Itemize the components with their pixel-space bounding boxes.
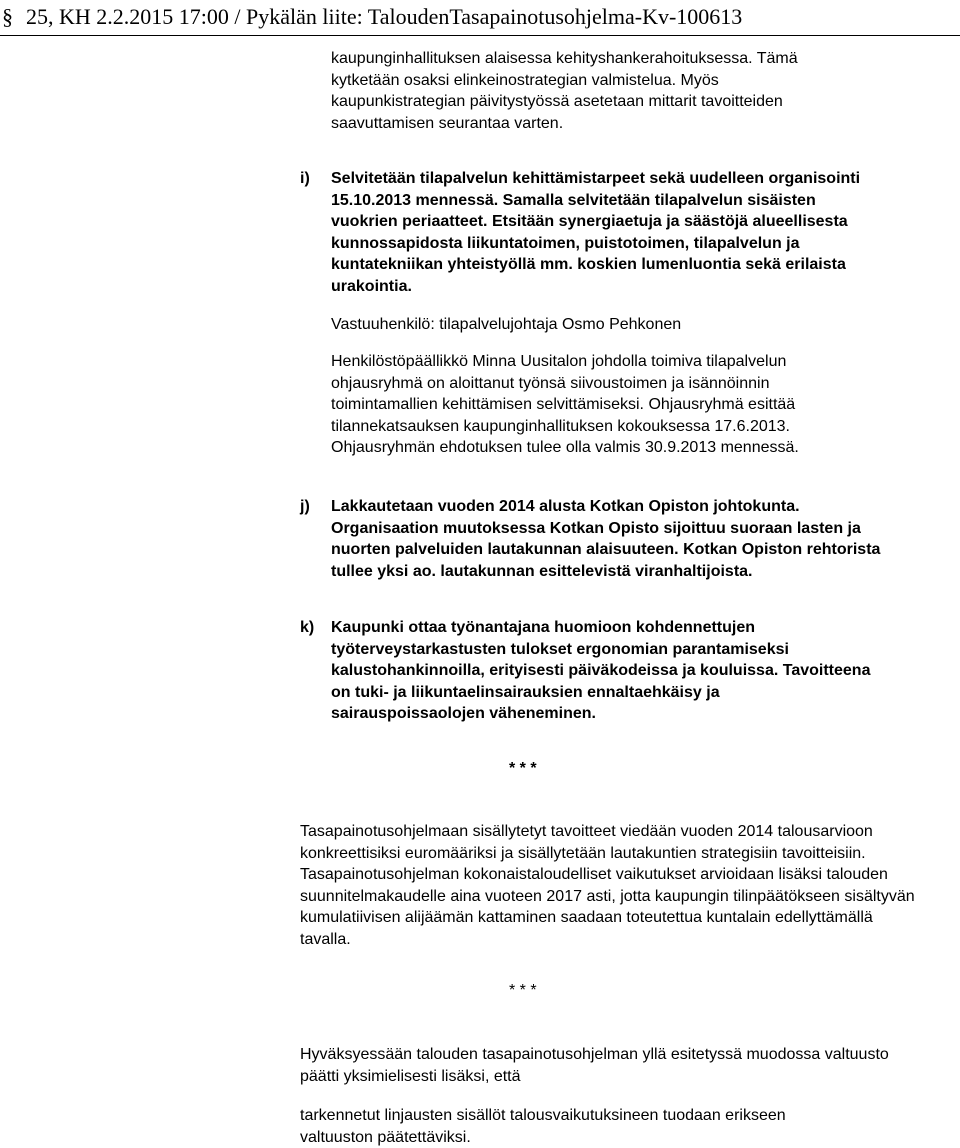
specification-paragraph: tarkennetut linjausten sisällöt talousvaikutuksineen tuodaan erikseen valtuuston päätettäviksi. — [300, 1107, 786, 1146]
page-header — [0, 0, 960, 36]
item-j-label: j) — [300, 498, 310, 515]
approval-paragraph: Hyväksyessään talouden tasapainotusohjelman yllä esitetyssä muodossa valtuusto päätti yksimielisesti lisäksi, että — [300, 1046, 889, 1085]
header-rule — [0, 35, 960, 36]
intro-paragraph: kaupunginhallituksen alaisessa kehityshankerahoituksessa. Tämä kytketään osaksi elinkeinostrategian valmistelua. Myös kaupunkistrategian päivitystyössä asetetaan mittarit tavoitteiden saavuttamisen seurantaa varten. — [331, 50, 798, 132]
separator-stars-1: * * * — [509, 760, 537, 777]
item-i-text: Selvitetään tilapalvelun kehittämistarpeet sekä uudelleen organisointi 15.10.2013 mennessä. Samalla selvitetään tilapalvelun sisäisten vuokrien periaatteet. Etsitään synergiaetuja ja säästöjä alueellisesta kunnossapidosta liikuntatoimen, puistotoimen, tilapalvelun ja kuntatekniikan yhteistyöllä mm. koskien lumenluontia sekä erilaista urakointia. — [331, 170, 861, 295]
budget-paragraph: Tasapainotusohjelmaan sisällytetyt tavoitteet viedään vuoden 2014 talousarvioon konkreettisiksi euromääriksi ja sisällytetään lautakuntien strategisiin tavoitteisiin. Tasapainotusohjelman kokonaistaloudelliset vaikutukset arvioidaan lisäksi talouden suunnitelmakaudelle aina vuoteen 2017 asti, jotta kaupungin tilinpäätökseen sisältyvän kumulatiivisen alijäämän kattaminen saadaan toteutettua kuntalain edellyttämällä tavalla. — [300, 823, 915, 948]
item-j-text: Lakkautetaan vuoden 2014 alusta Kotkan Opiston johtokunta. Organisaation muutoksessa Kotkan Opisto sijoittuu suoraan lasten ja nuorten palveluiden lautakunnan alaisuuteen. Kotkan Opiston rehtorista tullee yksi ao. lautakunnan esittelevistä viranhaltijoista. — [331, 498, 881, 580]
item-k-text: Kaupunki ottaa työnantajana huomioon kohdennettujen työterveystarkastusten tulokset ergonomian parantamiseksi kalustohankinnoilla, erityisesti päiväkodeissa ja kouluissa. Tavoitteena on tuki- ja liikuntaelinsairauksien ennaltaehkäisy ja sairauspoissaolojen väheneminen. — [331, 619, 871, 722]
header-title: 25, KH 2.2.2015 17:00 / Pykälän liite: TaloudenTasapainotusohjelma-Kv-100613 — [26, 4, 743, 29]
responsible-person: Vastuuhenkilö: tilapalvelujohtaja Osmo Pehkonen — [331, 316, 682, 333]
item-k-label: k) — [300, 619, 315, 636]
section-symbol: § — [2, 4, 13, 29]
separator-stars-2: * * * — [509, 982, 537, 999]
hr-paragraph: Henkilöstöpäällikkö Minna Uusitalon johdolla toimiva tilapalvelun ohjausryhmä on aloittanut työnsä siivoustoimen ja isännöinnin toimintamallien kehittämisen selvittämiseksi. Ohjausryhmä esittää tilannekatsauksen kaupunginhallituksen kokouksessa 17.6.2013. Ohjausryhmän ehdotuksen tulee olla valmis 30.9.2013 mennessä. — [331, 353, 799, 456]
item-i-label: i) — [300, 170, 310, 187]
